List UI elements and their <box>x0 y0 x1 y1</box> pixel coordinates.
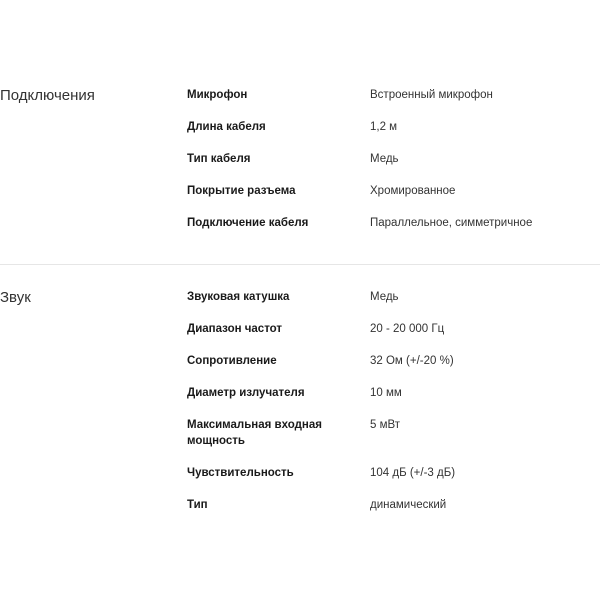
spec-label: Микрофон <box>187 89 248 101</box>
section-title: Подключения <box>0 87 95 104</box>
spec-label: Тип <box>187 499 208 511</box>
spec-label: Звуковая катушка <box>187 291 290 303</box>
spec-value: динамический <box>370 499 447 511</box>
spec-value: Медь <box>370 153 399 165</box>
spec-label: Чувствительность <box>187 467 294 479</box>
spec-value: Хромированное <box>370 185 456 197</box>
spec-label: Максимальная входная мощность <box>187 419 322 447</box>
section-divider <box>0 264 600 265</box>
spec-label: Диаметр излучателя <box>187 387 305 399</box>
spec-label: Подключение кабеля <box>187 217 309 229</box>
spec-label: Диапазон частот <box>187 323 283 335</box>
spec-label: Сопротивление <box>187 355 277 367</box>
spec-value: Параллельное, симметричное <box>370 217 533 229</box>
spec-value: 5 мВт <box>370 419 401 431</box>
spec-value: 1,2 м <box>370 121 398 133</box>
spec-label: Покрытие разъема <box>187 185 296 197</box>
section-title: Звук <box>0 289 31 306</box>
spec-value: 10 мм <box>370 387 402 399</box>
spec-value: 32 Ом (+/-20 %) <box>370 355 454 367</box>
spec-value: 104 дБ (+/-3 дБ) <box>370 467 456 479</box>
spec-value: Встроенный микрофон <box>370 89 493 101</box>
spec-label: Тип кабеля <box>187 153 251 165</box>
spec-value: 20 - 20 000 Гц <box>370 323 445 335</box>
spec-label: Длина кабеля <box>187 121 266 133</box>
spec-value: Медь <box>370 291 399 303</box>
